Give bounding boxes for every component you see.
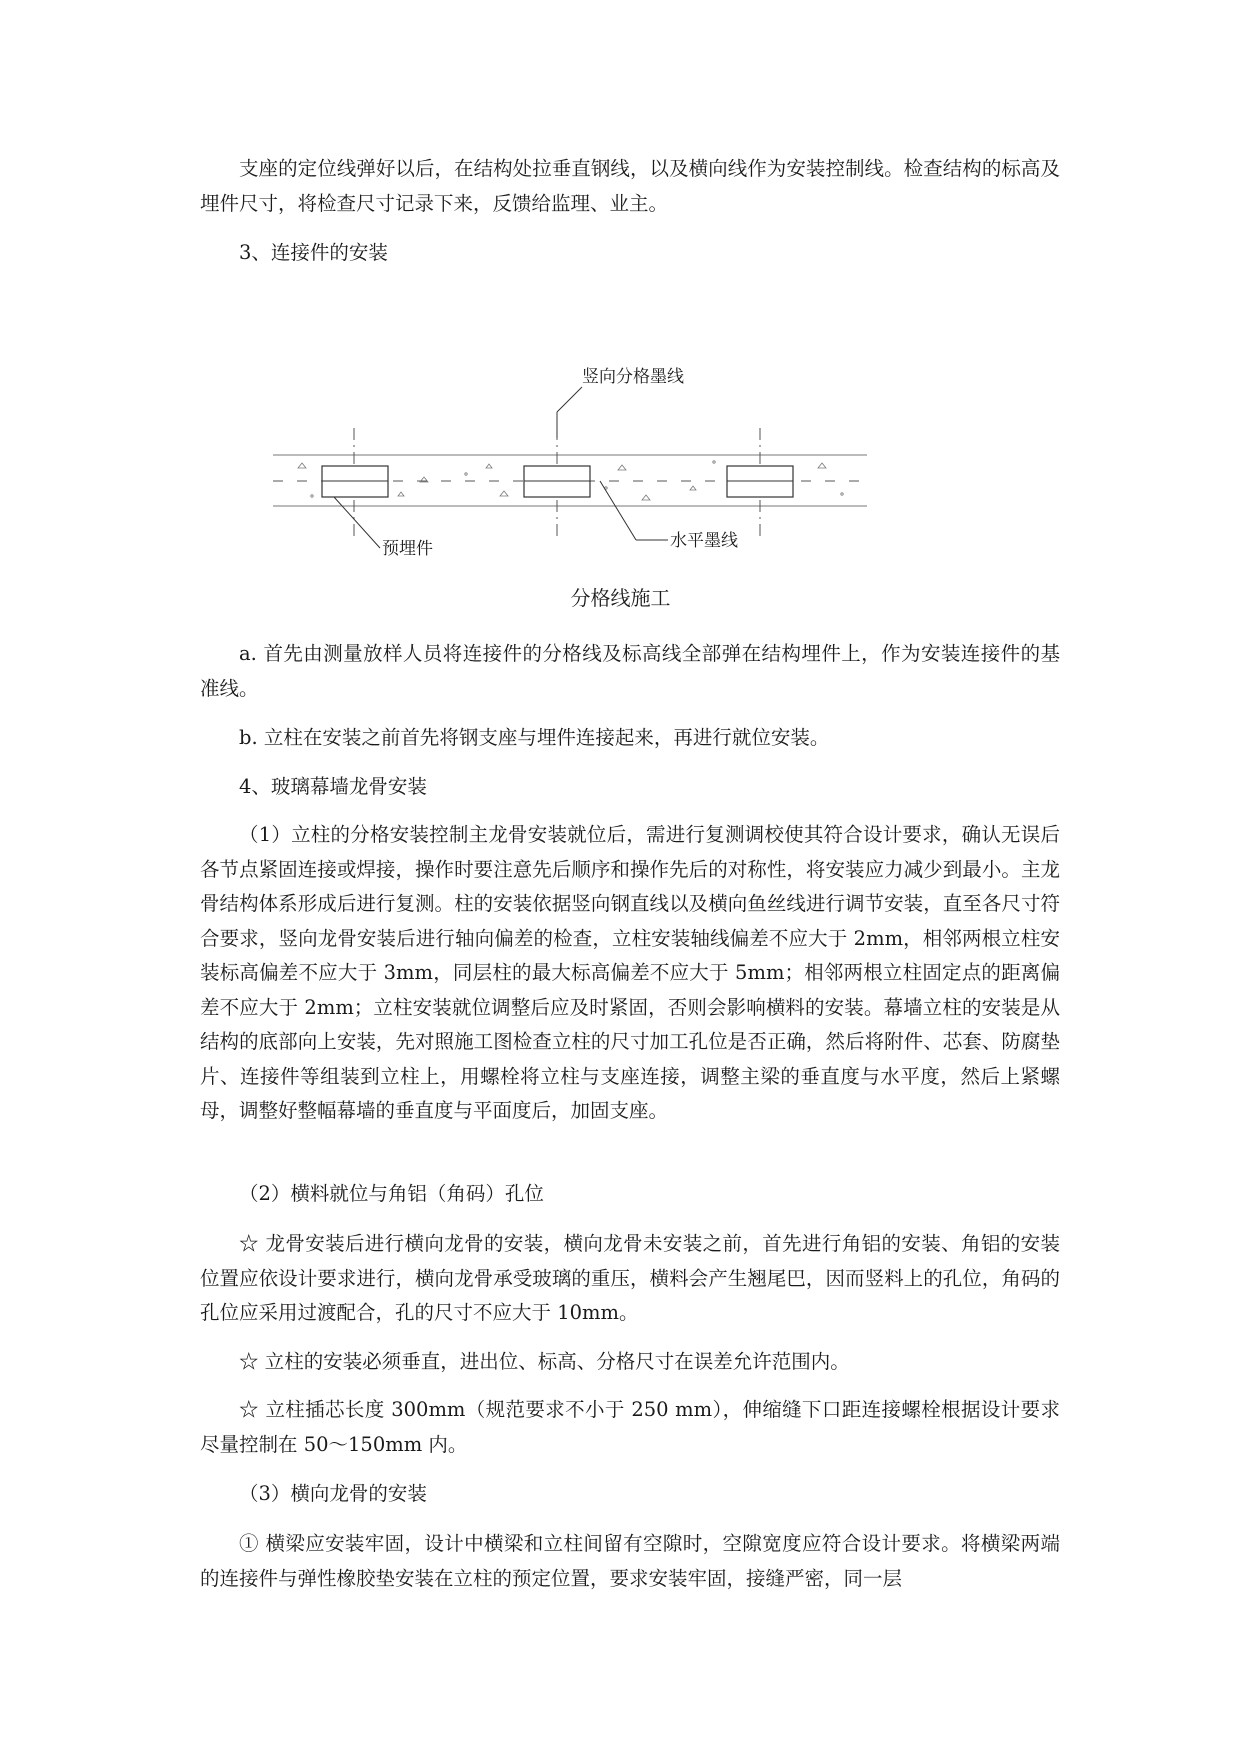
heading-glass-curtain-keel: 4、玻璃幕墙龙骨安装 xyxy=(239,775,427,798)
section-3-horizontal-keel: （3）横向龙骨的安装 xyxy=(239,1482,427,1505)
heading-connector-install: 3、连接件的安装 xyxy=(239,241,388,264)
leader-vertical-diagonal xyxy=(557,387,582,412)
figure-caption: 分格线施工 xyxy=(570,586,671,610)
leader-embedded-plate xyxy=(334,497,380,548)
paragraph-a-baseline: a. 首先由测量放样人员将连接件的分格线及标高线全部弹在结构埋件上，作为安装连接件的基准线。 xyxy=(200,642,1060,700)
section-1-column-install: （1）立柱的分格安装控制主龙骨安装就位后，需进行复测调校使其符合设计要求，确认无误后各节点紧固连接或焊接，操作时要注意先后顺序和操作先后的对称性，将安装应力减少到最小。主龙骨结构体系形成后进行复测。柱的安装依据竖向钢直线以及横向鱼丝线进行调节安装，直至各尺寸符合要求，竖向龙骨安装后进行轴向偏差的检查，立柱安装轴线偏差不应大于 2mm，相邻两根立柱安装标高偏差不应大于 3mm，同层柱的最大标高偏差不应大于 5mm；相邻两根立柱固定点的距离偏差不应大于 2mm；立柱安装就位调整后应及时紧固，否则会影响横料的安装。幕墙立柱的安装是从结构的底部向上安装，先对照施工图检查立柱的尺寸加工孔位是否正确，然后将附件、芯套、防腐垫片、连接件等组装到立柱上，用螺栓将立柱与支座连接，调整主梁的垂直度与水平度，然后上紧螺母，调整好整幅幕墙的垂直度与平面度后，加固支座。 xyxy=(200,823,1060,1122)
grid-line-construction-figure xyxy=(270,360,870,570)
label-horizontal-ink-line: 水平墨线 xyxy=(670,531,738,551)
section-2-transom-holes: （2）横料就位与角铝（角码）孔位 xyxy=(239,1182,544,1205)
label-vertical-ink-line: 竖向分格墨线 xyxy=(582,367,684,387)
item-1-beam-install: ① 横梁应安装牢固，设计中横梁和立柱间留有空隙时，空隙宽度应符合设计要求。将横梁两端的连接件与弹性橡胶垫安装在立柱的预定位置，要求安装牢固，接缝严密，同一层 xyxy=(200,1532,1060,1590)
star-item-transom-install: ☆ 龙骨安装后进行横向龙骨的安装，横向龙骨未安装之前，首先进行角铝的安装、角铝的安装位置应依设计要求进行，横向龙骨承受玻璃的重压，横料会产生翘尾巴，因而竖料上的孔位，角码的孔位应采用过渡配合，孔的尺寸不应大于 10mm。 xyxy=(200,1232,1060,1324)
star-item-vertical-tolerance: ☆ 立柱的安装必须垂直，进出位、标高、分格尺寸在误差允许范围内。 xyxy=(239,1350,850,1373)
paragraph-support-lines: 支座的定位线弹好以后，在结构处拉垂直钢线，以及横向线作为安装控制线。检查结构的标高及埋件尺寸，将检查尺寸记录下来，反馈给监理、业主。 xyxy=(200,157,1060,215)
paragraph-b-column-prep: b. 立柱在安装之前首先将钢支座与埋件连接起来，再进行就位安装。 xyxy=(239,726,830,749)
star-item-core-length: ☆ 立柱插芯长度 300mm（规范要求不小于 250 mm），伸缩缝下口距连接螺栓根据设计要求尽量控制在 50～150mm 内。 xyxy=(200,1398,1060,1456)
leader-horizontal-line xyxy=(600,481,636,540)
label-embedded-plate: 预埋件 xyxy=(382,539,433,559)
